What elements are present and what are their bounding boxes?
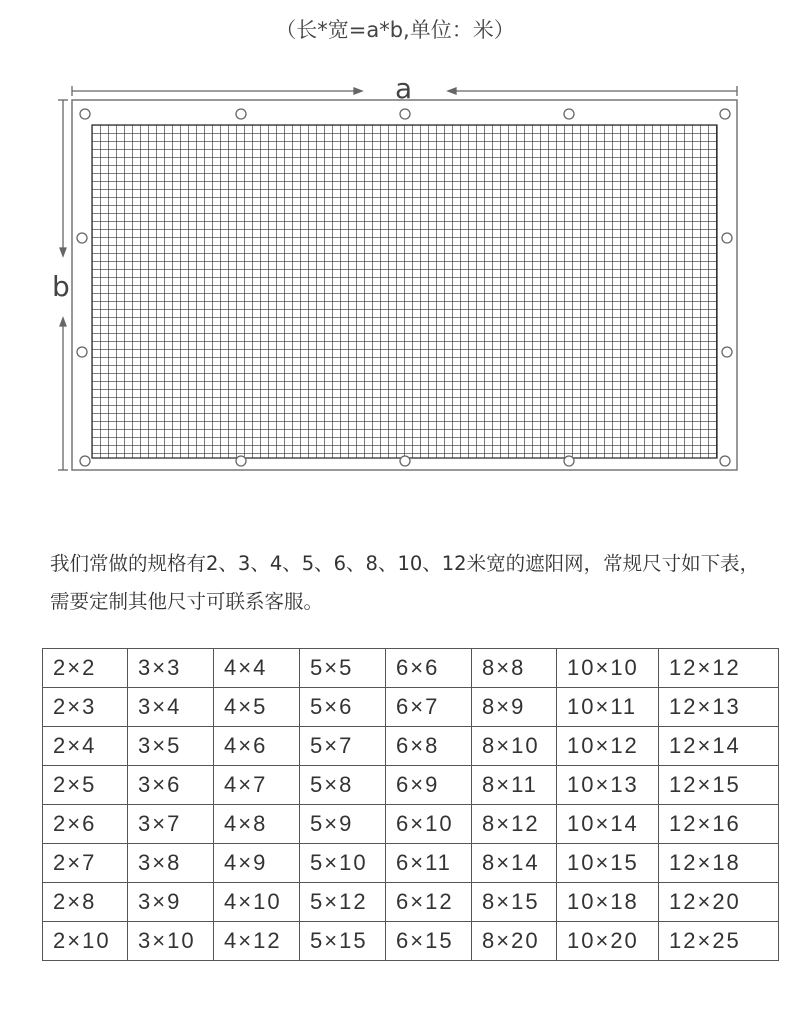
size-cell: 5×7 [300,727,386,766]
size-cell: 12×16 [659,805,779,844]
size-cell: 6×11 [386,844,472,883]
size-cell: 2×7 [43,844,128,883]
size-cell: 4×5 [214,688,300,727]
size-cell: 5×5 [300,649,386,688]
size-cell: 3×8 [128,844,214,883]
size-cell: 8×11 [472,766,557,805]
size-cell: 6×8 [386,727,472,766]
size-cell: 4×6 [214,727,300,766]
grommet-icon [80,456,90,466]
size-cell: 8×12 [472,805,557,844]
table-row [43,805,779,844]
size-cell: 3×3 [128,649,214,688]
size-cell: 12×25 [659,922,779,961]
size-table-body [43,649,779,961]
grommet-icon [77,347,87,357]
size-cell: 10×12 [557,727,659,766]
table-row [43,883,779,922]
size-cell: 10×13 [557,766,659,805]
size-cell: 5×12 [300,883,386,922]
size-cell: 4×12 [214,922,300,961]
size-cell: 6×15 [386,922,472,961]
grommet-icon [236,456,246,466]
size-cell: 5×8 [300,766,386,805]
grommet-icon [720,109,730,119]
size-table [42,648,779,961]
size-cell: 2×2 [43,649,128,688]
size-cell: 8×8 [472,649,557,688]
size-cell: 2×3 [43,688,128,727]
grommet-icon [722,233,732,243]
size-cell: 2×5 [43,766,128,805]
table-row [43,649,779,688]
size-cell: 6×10 [386,805,472,844]
size-cell: 4×7 [214,766,300,805]
size-cell: 8×9 [472,688,557,727]
grommet-icon [400,109,410,119]
mesh-area [92,125,717,458]
size-cell: 3×5 [128,727,214,766]
size-cell: 2×6 [43,805,128,844]
size-cell: 5×10 [300,844,386,883]
size-cell: 8×15 [472,883,557,922]
grommet-icon [400,456,410,466]
grommet-icon [722,347,732,357]
size-cell: 12×15 [659,766,779,805]
size-cell: 3×10 [128,922,214,961]
table-row [43,766,779,805]
size-cell: 8×20 [472,922,557,961]
size-cell: 4×9 [214,844,300,883]
size-cell: 3×7 [128,805,214,844]
size-cell: 8×14 [472,844,557,883]
size-cell: 10×11 [557,688,659,727]
size-cell: 12×13 [659,688,779,727]
size-description: 我们常做的规格有2、3、4、5、6、8、10、12米宽的遮阳网，常规尺寸如下表，需要定制其他尺寸可联系客服。 [50,552,760,613]
size-cell: 6×12 [386,883,472,922]
size-cell: 10×15 [557,844,659,883]
grommet-icon [77,233,87,243]
size-cell: 6×6 [386,649,472,688]
table-row [43,688,779,727]
table-row [43,922,779,961]
size-cell: 5×9 [300,805,386,844]
size-cell: 10×18 [557,883,659,922]
width-label: a [395,72,413,105]
size-cell: 12×18 [659,844,779,883]
size-cell: 10×14 [557,805,659,844]
table-row [43,844,779,883]
unit-caption: （长*宽=a*b,单位：米） [275,18,515,42]
size-cell: 12×12 [659,649,779,688]
size-cell: 3×6 [128,766,214,805]
size-cell: 10×20 [557,922,659,961]
size-cell: 6×7 [386,688,472,727]
size-cell: 8×10 [472,727,557,766]
grommet-icon [564,109,574,119]
size-cell: 12×14 [659,727,779,766]
size-cell: 3×9 [128,883,214,922]
size-cell: 12×20 [659,883,779,922]
size-cell: 6×9 [386,766,472,805]
size-cell: 3×4 [128,688,214,727]
size-cell: 4×10 [214,883,300,922]
size-cell: 2×10 [43,922,128,961]
size-cell: 2×4 [43,727,128,766]
grommet-icon [80,109,90,119]
grommet-icon [236,109,246,119]
grommet-icon [720,456,730,466]
size-cell: 4×8 [214,805,300,844]
size-cell: 2×8 [43,883,128,922]
height-label: b [52,270,70,303]
grommet-icon [564,456,574,466]
size-cell: 10×10 [557,649,659,688]
table-row [43,727,779,766]
size-cell: 5×15 [300,922,386,961]
shade-net-diagram [0,70,790,480]
size-cell: 5×6 [300,688,386,727]
size-cell: 4×4 [214,649,300,688]
